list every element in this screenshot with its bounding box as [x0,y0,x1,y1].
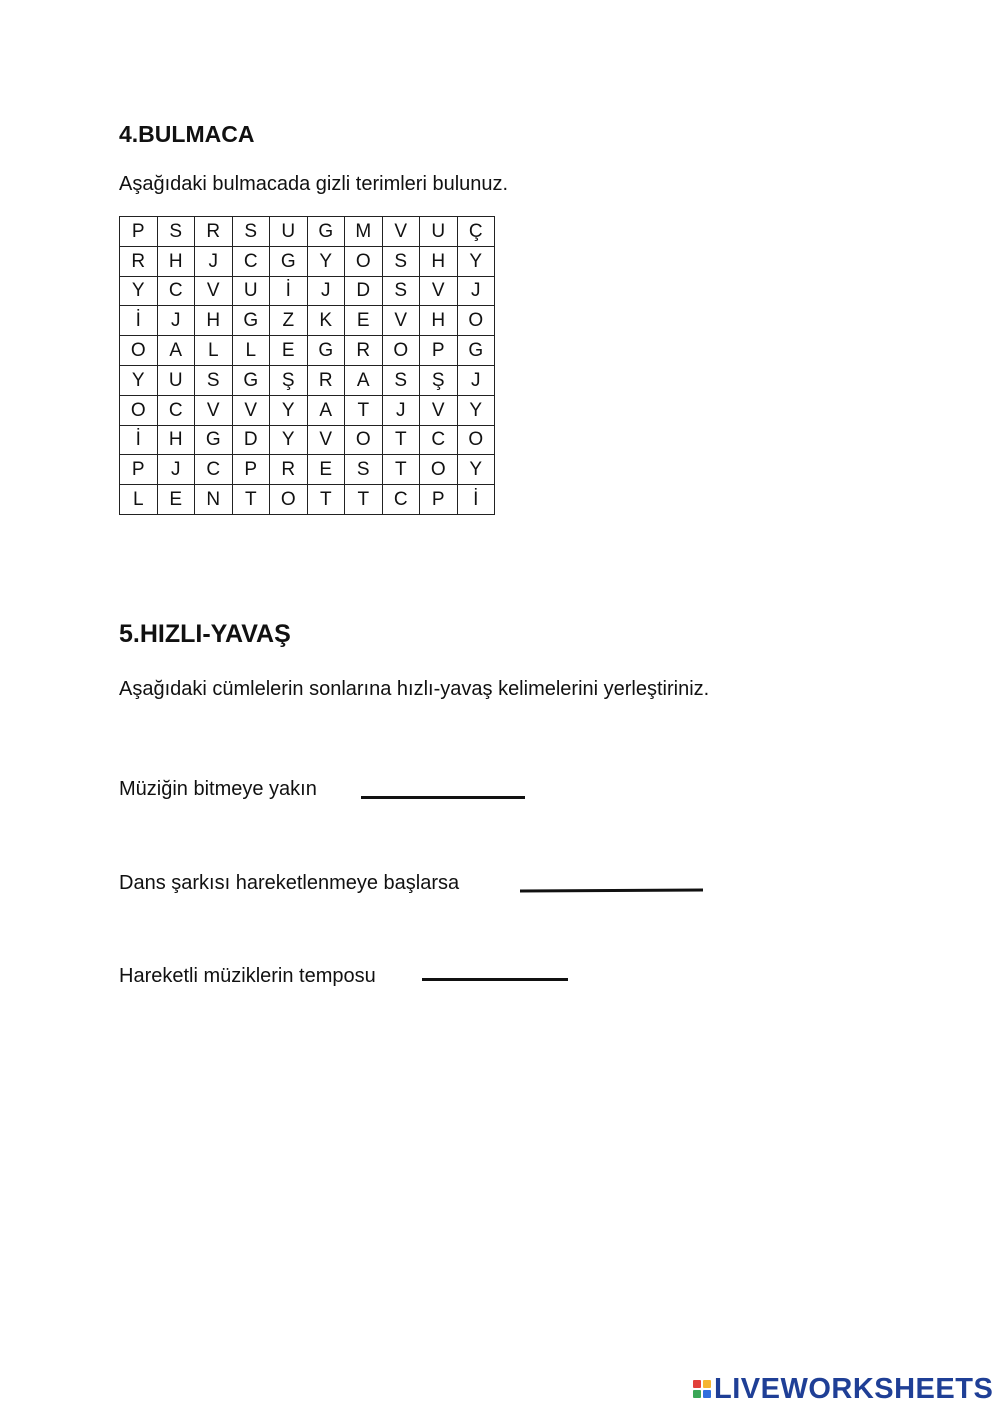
grid-cell: D [345,276,383,306]
grid-cell: E [307,455,345,485]
grid-cell: Ş [420,365,458,395]
grid-cell: İ [457,485,495,515]
grid-cell: U [270,217,308,247]
grid-row [120,306,495,336]
grid-cell: J [157,306,195,336]
grid-cell: O [120,336,158,366]
grid-cell: C [232,246,270,276]
grid-cell: Y [270,425,308,455]
grid-cell: Y [120,365,158,395]
logo-square-blue [703,1390,711,1398]
grid-cell: İ [120,306,158,336]
grid-cell: G [195,425,233,455]
grid-cell: C [157,276,195,306]
grid-cell: L [120,485,158,515]
grid-cell: L [195,336,233,366]
grid-row [120,425,495,455]
answer-blank-2[interactable] [520,889,703,893]
grid-cell: L [232,336,270,366]
grid-cell: S [232,217,270,247]
grid-cell: P [120,217,158,247]
grid-row [120,395,495,425]
grid-row [120,365,495,395]
word-search-grid [119,216,495,515]
section-4-title: 4.BULMACA [119,121,255,147]
grid-cell: P [420,336,458,366]
grid-cell: İ [270,276,308,306]
grid-cell: U [232,276,270,306]
question-3-text: Hareketli müziklerin temposu [119,965,376,987]
grid-cell: A [345,365,383,395]
grid-cell: Z [270,306,308,336]
grid-cell: T [232,485,270,515]
question-2-text: Dans şarkısı hareketlenmeye başlarsa [119,872,460,894]
grid-cell: V [420,276,458,306]
logo-text: LIVEWORKSHEETS [714,1372,994,1405]
grid-cell: T [382,455,420,485]
grid-cell: E [345,306,383,336]
grid-cell: S [382,246,420,276]
grid-cell: K [307,306,345,336]
grid-cell: Y [120,276,158,306]
grid-row [120,276,495,306]
grid-cell: G [232,306,270,336]
grid-cell: Y [457,455,495,485]
grid-cell: T [345,485,383,515]
grid-cell: C [157,395,195,425]
grid-cell: V [382,217,420,247]
grid-cell: V [307,425,345,455]
grid-cell: Y [457,246,495,276]
liveworksheets-logo [693,1374,993,1404]
grid-cell: S [382,365,420,395]
grid-cell: Ş [270,365,308,395]
grid-row [120,485,495,515]
grid-cell: S [345,455,383,485]
grid-cell: O [420,455,458,485]
grid-cell: G [457,336,495,366]
grid-cell: V [420,395,458,425]
grid-cell: O [270,485,308,515]
grid-row [120,217,495,247]
grid-cell: H [420,246,458,276]
grid-cell: P [420,485,458,515]
grid-cell: H [420,306,458,336]
grid-cell: U [420,217,458,247]
grid-cell: S [382,276,420,306]
grid-cell: V [382,306,420,336]
grid-row [120,336,495,366]
logo-square-red [693,1380,701,1388]
section-5-title: 5.HIZLI-YAVAŞ [119,620,291,648]
grid-cell: E [157,485,195,515]
grid-cell: R [345,336,383,366]
grid-cell: H [157,246,195,276]
grid-cell: O [345,246,383,276]
grid-cell: Y [307,246,345,276]
grid-cell: G [232,365,270,395]
grid-cell: A [157,336,195,366]
section-5-instruction: Aşağıdaki cümlelerin sonlarına hızlı-yavaş kelimelerini yerleştiriniz. [119,678,710,700]
grid-cell: S [195,365,233,395]
grid-cell: D [232,425,270,455]
grid-cell: V [195,395,233,425]
grid-cell: O [345,425,383,455]
grid-cell: J [382,395,420,425]
grid-row [120,246,495,276]
grid-cell: C [382,485,420,515]
grid-cell: T [382,425,420,455]
grid-cell: O [382,336,420,366]
grid-cell: J [195,246,233,276]
grid-cell: G [307,336,345,366]
grid-cell: V [232,395,270,425]
grid-cell: T [307,485,345,515]
grid-cell: C [420,425,458,455]
section-4-instruction: Aşağıdaki bulmacada gizli terimleri bulunuz. [119,173,509,195]
grid-cell: J [157,455,195,485]
grid-cell: E [270,336,308,366]
grid-row [120,455,495,485]
question-1-text: Müziğin bitmeye yakın [119,778,317,800]
grid-cell: H [157,425,195,455]
grid-cell: G [307,217,345,247]
grid-cell: G [270,246,308,276]
grid-cell: U [157,365,195,395]
grid-cell: R [307,365,345,395]
grid-cell: N [195,485,233,515]
grid-cell: M [345,217,383,247]
grid-cell: J [457,365,495,395]
grid-cell: A [307,395,345,425]
grid-cell: İ [120,425,158,455]
grid-cell: P [232,455,270,485]
grid-cell: O [120,395,158,425]
grid-cell: Y [457,395,495,425]
logo-square-yellow [703,1380,711,1388]
grid-cell: O [457,306,495,336]
grid-cell: J [457,276,495,306]
grid-cell: R [120,246,158,276]
grid-cell: Ç [457,217,495,247]
grid-cell: P [120,455,158,485]
grid-cell: J [307,276,345,306]
grid-cell: O [457,425,495,455]
grid-cell: T [345,395,383,425]
grid-cell: C [195,455,233,485]
answer-blank-3[interactable] [422,978,568,981]
grid-cell: S [157,217,195,247]
grid-cell: R [270,455,308,485]
logo-square-green [693,1390,701,1398]
liveworksheets-logo-icon [693,1380,711,1398]
answer-blank-1[interactable] [361,796,525,799]
grid-cell: Y [270,395,308,425]
grid-cell: R [195,217,233,247]
grid-cell: V [195,276,233,306]
grid-cell: H [195,306,233,336]
